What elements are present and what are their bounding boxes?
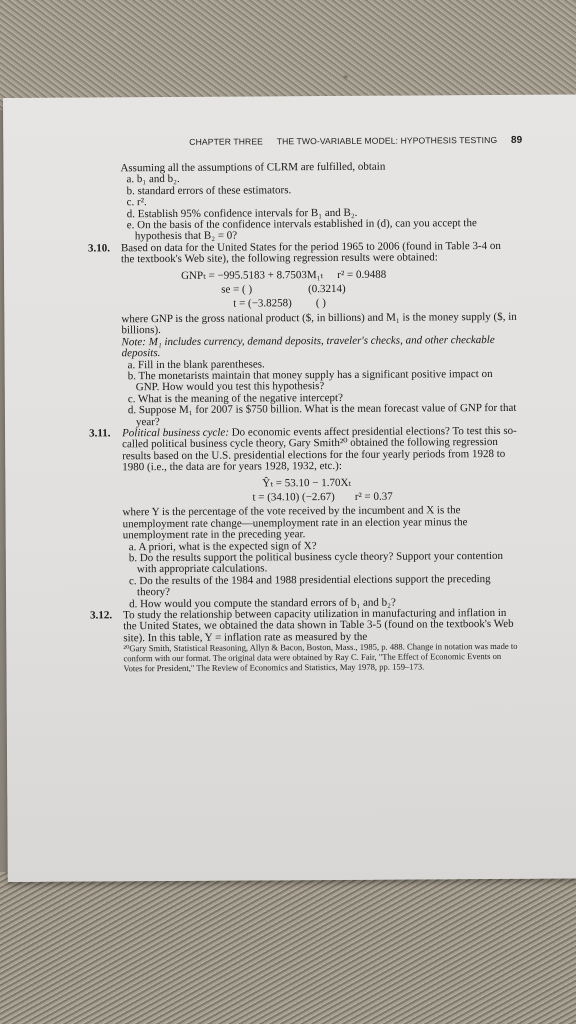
problem-text [122,426,518,474]
book-page [3,94,576,881]
sub-item: c. r². [126,196,147,209]
problem-3-10 [87,239,517,266]
t-blank: ( ) [315,297,326,310]
problem-intro: Assuming all the assumptions of CLRM are fulfilled, obtain [120,160,386,175]
problem-number: 3.10. [87,242,110,255]
chapter-label: CHAPTER THREE [189,136,264,147]
equation-line [252,491,518,504]
sub-item: d. Suppose M₁ for 2007 is $750 billion. What is the mean forecast value of GNP for that year? [127,401,517,428]
problem-lead: Political business cycle: [122,426,230,440]
chapter-title: THE TWO-VARIABLE MODEL: HYPOTHESIS TESTING [276,134,498,147]
problem-body: Do economic events affect presidential elections? To test this so-called political business cycle theory, Gary Smith²⁰ obtained the following regression results based on the U.S. presidential elections for the four yearly periods from 1928 to 1980 (i.e., the data are for years 1928, 1932, etc.): [122,424,517,474]
t-values: t = (−3.8258) [233,297,292,311]
sub-item: c. Do the results of the 1984 and 1988 presidential elections support the preceding theory? [128,572,491,599]
carpet-background-top [0,0,576,110]
problem-text: To study the relationship between capacity utilization in manufacturing and inflation in the United States, we obtained the data shown in Table 3-5 (found on the textbook's Web site). In this table, Y = inflation rate as measured by the [123,606,514,645]
sub-item: a. Fill in the blank parentheses. [127,357,265,371]
problem-text: Based on data for the United States for the period 1965 to 2006 (found in Table 3-4 on the textbook's Web site), the following regression results were obtained: [120,239,501,266]
problem-number: 3.11. [89,427,111,440]
definition-text: where Y is the percentage of the vote received by the incumbent and X is the unemployment rate change—unemployment rate in an election year minus the unemployment rate in the preceding year. [122,504,468,542]
sub-item: a. b₁ and b₂. [126,173,180,186]
running-head [189,135,522,148]
sub-item: d. How would you compute the standard errors of b₁ and b₂? [129,596,396,610]
r-squared: r² = 0.9488 [337,268,387,281]
footnote: ²⁰Gary Smith, Statistical Reasoning, Allyn & Bacon, Boston, Mass., 1985, p. 488. Change in notation was made to conform with our format. The original data were obtained by Ray C. Fair, "The Effect of Economic Events on Votes for President," The Review of Economics and Statistics, May 1978, pp. 159–173. [123,641,518,674]
sub-item: c. What is the meaning of the negative intercept? [127,391,344,405]
definition-text: where GNP is the gross national product ($, in billions) and M₁ is the money supply ($, in billions). [121,310,517,337]
carpet-background-bottom [0,872,576,1024]
note-text: Note: M₁ includes currency, demand deposits, traveler's checks, and other checkable deposits. [121,333,495,360]
sub-item: d. Establish 95% confidence intervals for B₁ and B₂. [126,206,358,220]
se-value: (0.3214) [308,282,346,296]
sub-item: b. standard errors of these estimators. [126,184,292,198]
page-number: 89 [510,134,523,146]
t-values: t = (34.10) (−2.67) [252,490,335,504]
equation-line [262,476,518,489]
equation-line [233,297,517,310]
regression-equation: Ŷₜ = 53.10 − 1.70Xₜ [262,476,352,489]
problem-3-11 [89,424,518,474]
sub-item: b. The monetarists maintain that money supply has a significant positive impact on GNP. How would you test this hypothesis? [127,367,493,394]
problem-number: 3.12. [90,609,113,622]
equation-line [181,269,517,282]
r-squared: r² = 0.37 [354,490,393,503]
equation-line [221,283,517,296]
regression-equation: GNPₜ = −995.5183 + 8.7503M₁ₜ [181,268,324,282]
sub-item: a. A priori, what is the expected sign of X? [128,539,317,553]
sub-item: b. Do the results support the political business cycle theory? Support your contention with appropriate calculations. [128,549,504,576]
problem-3-12 [90,606,519,645]
se-label: se = ( ) [221,283,253,296]
page-body [87,160,519,674]
sub-item: e. On the basis of the confidence intervals established in (d), can you accept the hypothesis that B₂ = 0? [126,217,477,243]
